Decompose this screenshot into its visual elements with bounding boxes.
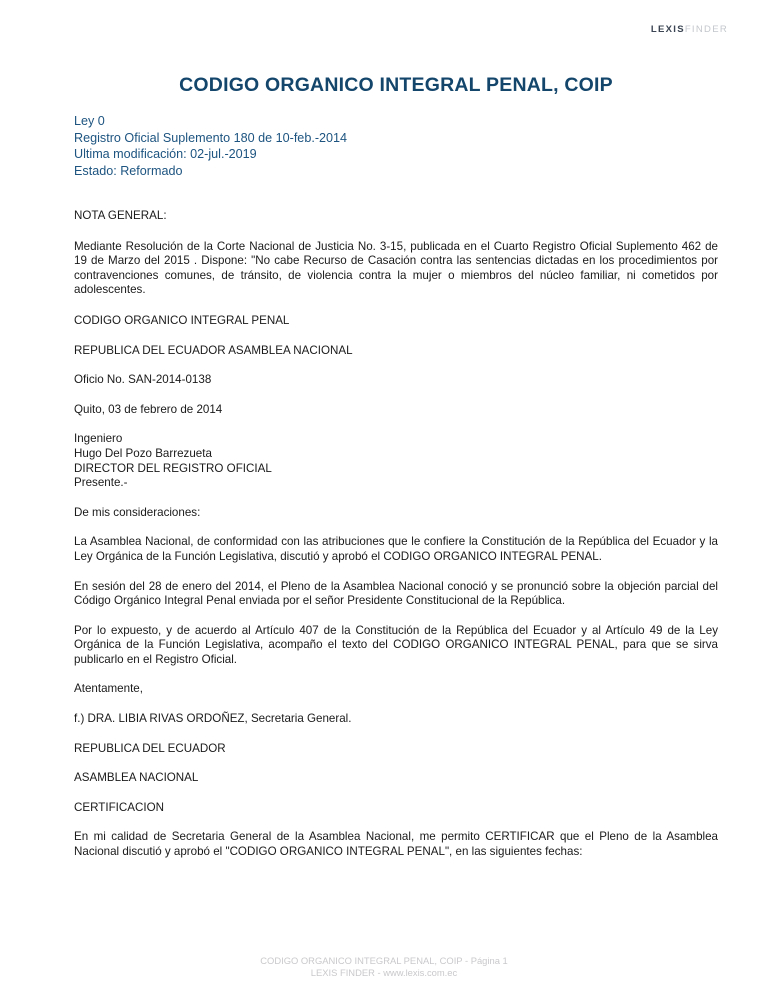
certification-body: En mi calidad de Secretaria General de la Asamblea Nacional, me permito CERTIFICAR que el Pleno de la Asamblea Nacional discutió y aprobó el "CODIGO ORGANICO INTEGRAL PENAL", en las siguientes fechas: bbox=[74, 830, 718, 859]
page-title: CODIGO ORGANICO INTEGRAL PENAL, COIP bbox=[179, 74, 613, 96]
assembly: ASAMBLEA NACIONAL bbox=[74, 771, 199, 785]
addressee-present: Presente.- bbox=[74, 476, 128, 490]
signature: f.) DRA. LIBIA RIVAS ORDOÑEZ, Secretaria General. bbox=[74, 712, 352, 726]
note-body: Mediante Resolución de la Corte Nacional de Justicia No. 3-15, publicada en el Cuarto Registro Oficial Suplemento 462 de 19 de Marzo del 2015 . Dispone: "No cabe Recurso de Casación contra las sentencias dictadas en los procedimientos por contravenciones comunes, de tránsito, de violencia contra la mujer o miembros del núcleo familiar, ni cometidos por adolescentes. bbox=[74, 239, 718, 297]
document-body bbox=[74, 209, 718, 860]
place-date: Quito, 03 de febrero de 2014 bbox=[74, 402, 223, 416]
addressee-name: Hugo Del Pozo Barrezueta bbox=[74, 446, 212, 460]
addressee-title: Ingeniero bbox=[74, 432, 123, 446]
meta-law: Ley 0 bbox=[74, 114, 105, 129]
brand-logo-primary: LEXIS bbox=[650, 24, 685, 35]
footer-document-line: CODIGO ORGANICO INTEGRAL PENAL, COIP - Página 1 bbox=[260, 954, 508, 966]
meta-status: Estado: Reformado bbox=[74, 163, 183, 178]
document-metadata bbox=[74, 113, 718, 179]
republic: REPUBLICA DEL ECUADOR bbox=[74, 741, 226, 755]
paragraph-1: La Asamblea Nacional, de conformidad con las atribuciones que le confiere la Constitución de la República del Ecuador y la Ley Orgánica de la Función Legislativa, discutió y aprobó el CODIGO ORGANICO INTEGRAL PENAL. bbox=[74, 535, 718, 563]
code-name: CODIGO ORGANICO INTEGRAL PENAL bbox=[74, 313, 290, 327]
addressee-position: DIRECTOR DEL REGISTRO OFICIAL bbox=[74, 461, 272, 475]
meta-registry: Registro Oficial Suplemento 180 de 10-feb.-2014 bbox=[74, 130, 348, 145]
page-footer bbox=[0, 955, 768, 980]
certification-heading: CERTIFICACION bbox=[74, 800, 164, 814]
paragraph-2: En sesión del 28 de enero del 2014, el Pleno de la Asamblea Nacional conoció y se pronunció sobre la objeción parcial del Código Orgánico Integral Penal enviada por el señor Presidente Constitucional de la República. bbox=[74, 579, 718, 608]
brand-logo-secondary: FINDER bbox=[684, 24, 728, 35]
footer-source-line: LEXIS FINDER - www.lexis.com.ec bbox=[310, 967, 458, 979]
republic-assembly: REPUBLICA DEL ECUADOR ASAMBLEA NACIONAL bbox=[74, 343, 353, 357]
meta-last-modification: Ultima modificación: 02-jul.-2019 bbox=[74, 147, 257, 162]
salutation: De mis consideraciones: bbox=[74, 505, 201, 519]
closing: Atentamente, bbox=[74, 682, 143, 696]
addressee-block bbox=[74, 432, 718, 490]
paragraph-3: Por lo expuesto, y de acuerdo al Artículo 407 de la Constitución de la República del Ecuador y al Artículo 49 de la Ley Orgánica de la Función Legislativa, acompaño el texto del CODIGO ORGANICO INTEGRAL PENAL, para que se sirva publicarlo en el Registro Oficial. bbox=[74, 623, 718, 666]
office-number: Oficio No. SAN-2014-0138 bbox=[74, 373, 212, 387]
note-heading: NOTA GENERAL: bbox=[74, 209, 167, 223]
document-content bbox=[74, 0, 718, 875]
